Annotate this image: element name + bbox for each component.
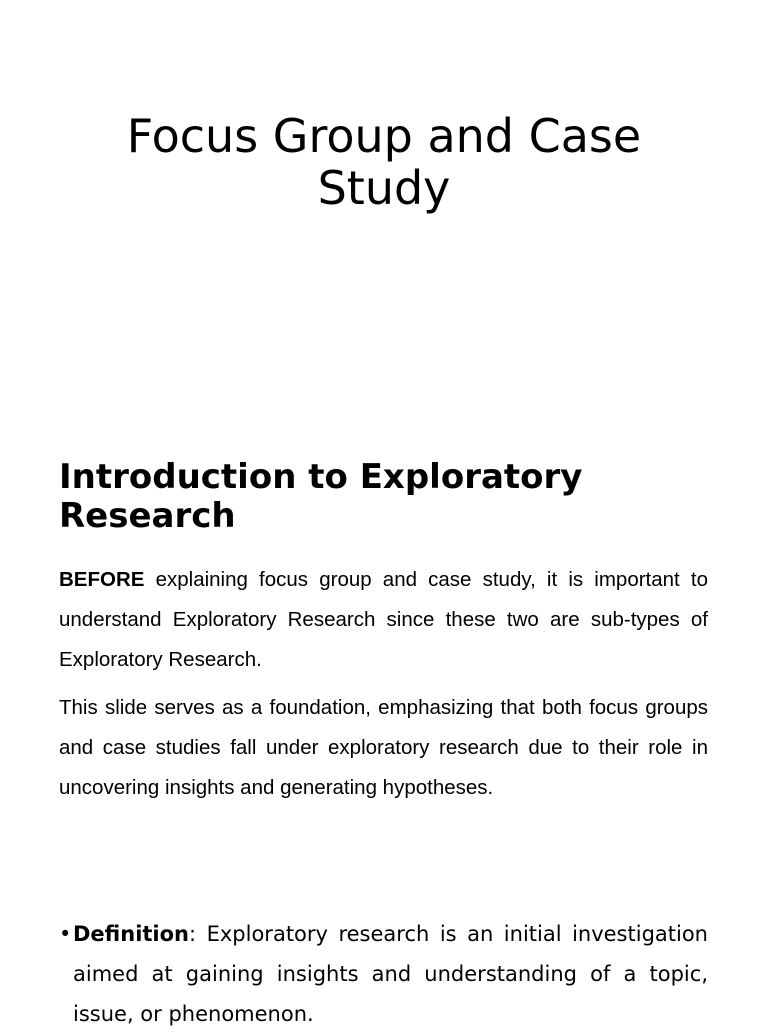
title-slide xyxy=(0,0,768,430)
paragraph-1-text: explaining focus group and case study, it is important to understand Exploratory Research since these two are sub-types of Exploratory Research. xyxy=(59,568,708,671)
presentation-title: Focus Group and Case Study xyxy=(126,109,642,215)
intro-paragraph-1 xyxy=(59,560,708,680)
bullet-item-definition xyxy=(59,914,708,1034)
paragraph-lead-word: BEFORE xyxy=(59,568,145,591)
intro-paragraph-2: This slide serves as a foundation, emphasizing that both focus groups and case studies fall under exploratory research due to their role in uncovering insights and generating hypotheses. xyxy=(59,696,708,799)
bullet-term: Definition xyxy=(73,922,190,946)
bullet-description: : Exploratory research is an initial investigation aimed at gaining insights and understanding of a topic, issue, or phenomenon. xyxy=(73,922,708,1026)
bullet-text xyxy=(73,914,708,1034)
slide-heading: Introduction to Exploratory Research xyxy=(59,457,583,536)
bullet-marker: • xyxy=(59,922,72,946)
intro-slide xyxy=(0,430,768,1024)
